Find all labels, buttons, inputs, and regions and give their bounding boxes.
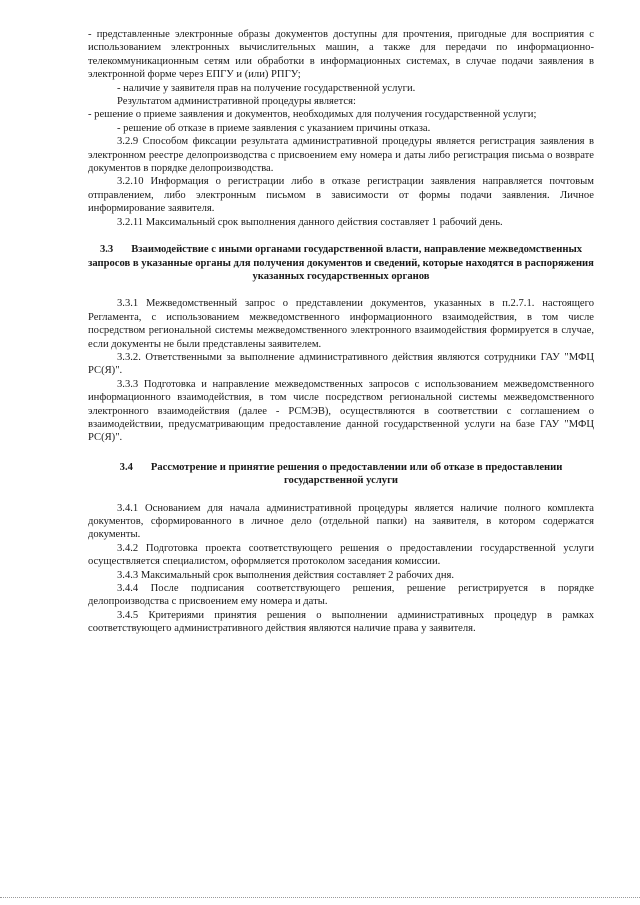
document-body (88, 28, 594, 636)
spacer (88, 283, 594, 297)
spacer (88, 445, 594, 461)
paragraph-3-3-2: 3.3.2. Ответственными за выполнение административного действия являются сотрудники ГАУ "МФЦ РС(Я)". (88, 351, 594, 377)
paragraph-3-2-10: 3.2.10 Информация о регистрации либо в отказе регистрации заявления направляется почтовым отправлением, либо электронным письмом в зависимости от формы подачи заявления. Личное информирование заявителя. (88, 176, 594, 215)
paragraph-3-3-3: 3.3.3 Подготовка и направление межведомственных запросов с использованием межведомственного информационного взаимодействия, в том числе посредством региональной системы межведомственного электронного взаимодействия (далее - РСМЭВ), осуществляются в соответствии с соглашением о взаимодействии, предусматривающим предоставление данной государственной услуги на базе ГАУ "МФЦ РС(Я)". (88, 378, 594, 444)
section-title: Рассмотрение и принятие решения о предоставлении или об отказе в предоставлении государственной услуги (150, 461, 563, 487)
section-title: Взаимодействие с иными органами государственной власти, направление межведомственных запросов в указанные органы для получения документов и сведений, которые находятся в распоряжения указанных государственных органов (88, 244, 594, 282)
paragraph-3-4-1: 3.4.1 Основанием для начала административной процедуры является наличие полного комплекта документов, сформированного в личное дело (отдельной папки) на заявителя, в котором содержатся документы. (88, 502, 594, 541)
paragraph-3-4-5: 3.4.5 Критериями принятия решения о выполнении административных процедур в рамках соответствующего административного действия являются наличие права у заявителя. (88, 609, 594, 635)
paragraph-applicant-rights: - наличие у заявителя прав на получение государственной услуги. (117, 82, 416, 94)
paragraph-result-refuse: - решение об отказе в приеме заявления с указанием причины отказа. (117, 122, 431, 134)
paragraph-result-intro: Результатом административной процедуры является: (117, 96, 356, 108)
paragraph-3-4-2: 3.4.2 Подготовка проекта соответствующего решения о предоставлении государственной услуги осуществляется специалистом, оформляется протоколом заседания комиссии. (88, 542, 594, 568)
scan-edge-rule (0, 897, 640, 898)
section-heading-3-4 (88, 461, 594, 488)
paragraph-3-4-4: 3.4.4 После подписания соответствующего решения, решение регистрируется в порядке делопроизводства с присвоением ему номера и даты. (88, 583, 594, 608)
paragraph-3-2-9: 3.2.9 Способом фиксации результата административной процедуры является регистрация заявления в электронном реестре делопроизводства с присвоением ему номера и даты либо регистрация письма о возврате документов в порядке делопроизводства. (88, 136, 594, 175)
section-heading-3-3 (88, 243, 594, 283)
spacer (88, 229, 594, 243)
section-number: 3.3 (99, 244, 114, 256)
spacer (88, 488, 594, 502)
paragraph-3-4-3: 3.4.3 Максимальный срок выполнения действия составляет 2 рабочих дня. (117, 569, 455, 581)
paragraph-result-accept: - решение о приеме заявления и документов, необходимых для получения государственной услуги; (88, 109, 537, 121)
paragraph-images-readable: - представленные электронные образы документов доступны для прочтения, пригодные для восприятия с использованием электронных вычислительных машин, а также для передачи по информационно-телекоммуникационным сетям или обработки в информационных системах, в случае подачи заявления в электронной форме через ЕПГУ и (или) РПГУ; (88, 29, 594, 81)
section-number: 3.4 (119, 461, 133, 473)
paragraph-3-3-1: 3.3.1 Межведомственный запрос о представлении документов, указанных в п.2.7.1. настоящего Регламента, с использованием межведомственного информационного взаимодействия, в том числе посредством региональной системы межведомственного электронного взаимодействия формируется в случае, если документы не были представлены заявителем. (88, 298, 594, 350)
paragraph-3-2-11: 3.2.11 Максимальный срок выполнения данного действия составляет 1 рабочий день. (117, 216, 503, 228)
